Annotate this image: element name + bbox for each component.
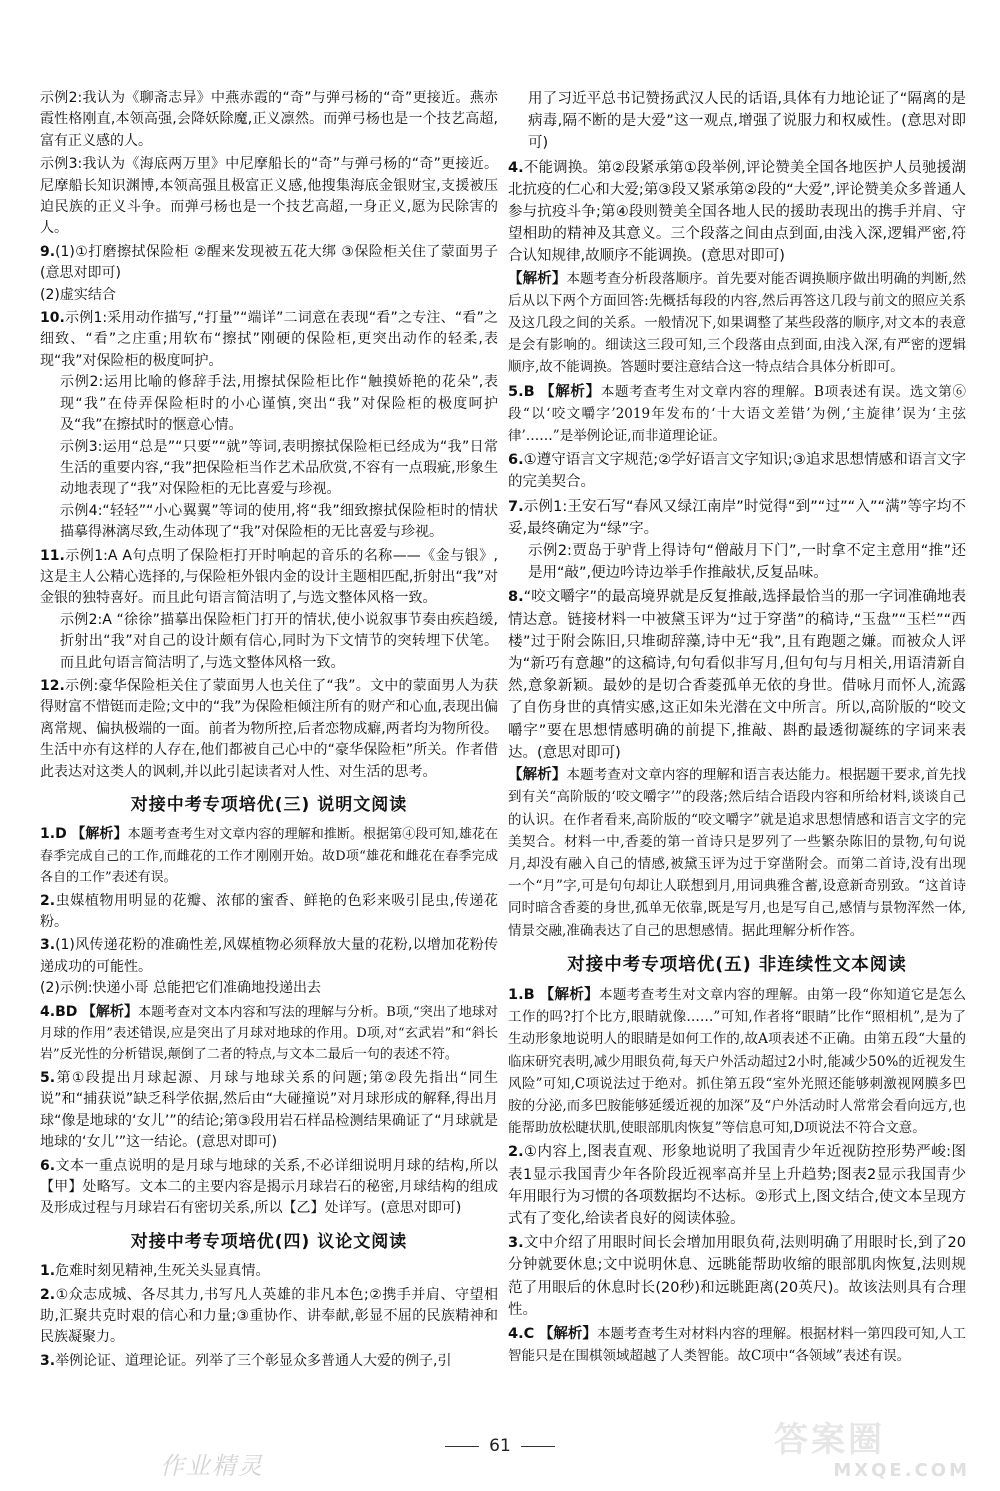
- right-column: [508, 88, 966, 1369]
- question-number: 12.: [40, 677, 65, 694]
- logo-title: 答案圈: [774, 1420, 885, 1460]
- answer-12: 12.示例:豪华保险柜关住了蒙面男人也关住了“我”。文中的蒙面男人为获得财富不惜铤而走险;文中的“我”为保险柜倾注所有的财产和心血,表现出偏离常规、偏执极端的一面。前者为物所控,后者恋物成癖,两者均为物所役。生活中亦有这样的人存在,他们都被自己心中的“豪华保险柜”所关。作者借此表达对这类人的讽刺,并以此引起读者对人性、对生活的思考。: [40, 677, 498, 780]
- question-number: 11.: [40, 547, 65, 564]
- answer-line: 示例4:“轻轻”“小心翼翼”等词的使用,将“我”细致擦拭保险柜时的情状描摹得淋漓尽致,生动体现了“我”对保险柜的无比喜爱与珍视。: [60, 502, 498, 541]
- answer-s3-5: 5.第①段提出月球起源、月球与地球关系的问题;第②段先指出“同生说”和“捕获说”缺乏科学依据,然后由“大碰撞说”对月球形成的解释,得出月球“像是地球的‘女儿’”的结论;第③段用岩石样品检测结果确证了“月球就是地球的‘女儿’”这一结论。(意思对即可): [40, 1069, 498, 1151]
- answer-line: 示例2:A “徐徐”描摹出保险柜门打开的情状,使小说叙事节奏由疾趋缓,折射出“我”对自己的设计颇有信心,同时为下文情节的突转埋下伏笔。而且此句语言简洁明了,与选文整体风格一致。: [60, 611, 498, 671]
- answer-11: 11.示例1:A A句点明了保险柜打开时响起的音乐的名称——《金与银》,这是主人公精心选择的,与保险柜外银内金的设计主题相匹配,折射出“我”对金银的独特喜好。而且此句语言简洁明了,与选文整体风格一致。 示例2:A “徐徐”描摹出保险柜门打开的情状,使小说叙事节奏由疾趋缓,折射出“我”对自己的设计颇有信心,同时为下文情节的突转埋下伏笔。而且此句语言简洁明了,与选文整体风格一致。: [40, 546, 498, 674]
- answer-s4-1: 1.危难时刻见精神,生死关头显真情。: [40, 1263, 270, 1280]
- answer-s5-3: 3.文中介绍了用眼时间长会增加用眼负荷,法则明确了用眼时长,到了20分钟就要休息;文中说明休息、远眺能帮助收缩的眼部肌肉恢复,法则规范了用眼后的休息时长(20秒)和远眺距离(20英尺)。故该法则具有合理性。: [508, 1235, 966, 1318]
- answer-s4-4: 4.不能调换。第②段紧承第①段举例,评论赞美全国各地医护人员驰援湖北抗疫的仁心和大爱;第③段又紧承第②段的“大爱”,评论赞美众多普通人参与抗疫斗争;第④段则赞美全国各地人民的援助表现出的携手并肩、守望相助的精神及其意义。三个段落之间由点到面,由浅入深,逻辑严密,符合认知规律,故顺序不能调换。(意思对即可) 【解析】本题考查分析段落顺序。首先要对能否调换顺序做出明确的判断,然后从以下两个方面回答:先概括每段的内容,然后再答这几段与前文的照应关系及这几段之间的关系。一般情况下,如果调整了某些段落的顺序,对文本的表意是会有影响的。细读这三段可知,三个段落由点到面,由浅入深,有严密的逻辑顺序,故不能调换。答题时要注意结合这一特点结合具体分析即可。: [508, 159, 966, 376]
- answer-s4-2: 2.①众志成城、各尽其力,书写凡人英雄的非凡本色;②携手并肩、守望相助,汇聚共克时艰的信心和力量;③重协作、讲奉献,彰显不屈的民族精神和民族凝聚力。: [40, 1286, 498, 1346]
- answer-s3-2: 2.虫媒植物用明显的花瓣、浓郁的蜜香、鲜艳的色彩来吸引昆虫,传递花粉。: [40, 892, 498, 931]
- answer-10: 10.示例1:采用动作描写,“打量”“端详”二词意在表现“看”之专注、“看”之细致、“看”之庄重;用软布“擦拭”刚硬的保险柜,更突出动作的轻柔,表现“我”对保险柜的极度呵护。 示例2:运用比喻的修辞手法,用擦拭保险柜比作“触摸娇艳的花朵”,表现“我”在侍弄保险柜时的小心谨慎,突出“我”对保险柜的极度呵护及“我”在擦拭时的惬意心情。 示例3:运用“总是”“只要”“就”等词,表明擦拭保险柜已经成为“我”日常生活的重要内容,“我”把保险柜当作艺术品欣赏,不容有一点瑕疵,形象生动地表现了“我”对保险柜的无比喜爱与珍视。 示例4:“轻轻”“小心翼翼”等词的使用,将“我”细致擦拭保险柜时的情状描摹得淋漓尽致,生动体现了“我”对保险柜的无比喜爱与珍视。: [40, 308, 498, 543]
- section-heading: 对接中考专项培优(四) 议论文阅读: [130, 1231, 408, 1252]
- page-number: 61: [489, 1436, 511, 1456]
- answer-s4-7: 7.示例1:王安石写“春风又绿江南岸”时觉得“到”“过”“入”“满”等字均不妥,最终确定为“绿”字。 示例2:贾岛于驴背上得诗句“僧敲月下门”,一时拿不定主意用“推”还是用“敲”,便边吟诗边举手作推敲状,反复品味。: [508, 498, 966, 582]
- continued-answer: 用了习近平总书记赞扬武汉人民的话语,具体有力地论证了“隔离的是病毒,隔不断的是大爱”这一观点,增强了说服力和权威性。(意思对即可): [528, 91, 966, 152]
- footer-dash: [521, 1446, 555, 1447]
- answer-s4-3: 3.举例论证、道理论证。列举了三个彰显众多普通人大爱的例子,引: [40, 1352, 452, 1369]
- answer-9: 9.(1)①打磨擦拭保险柜 ②醒来发现被五花大绑 ③保险柜关住了蒙面男子(意思对即可) (2)虚实结合: [40, 242, 498, 306]
- answer-s3-1: 1.D 【解析】本题考查考生对文章内容的理解和推断。根据第④段可知,雄花在春季完成自己的工作,而雌花的工作才刚刚开始。故D项“雄花和雌花在春季完成各自的工作”表述有误。: [40, 826, 499, 886]
- example-paragraph: 示例2:我认为《聊斋志异》中燕赤霞的“奇”与弹弓杨的“奇”更接近。燕赤霞性格刚直,本领高强,会降妖除魔,正义凛然。而弹弓杨也是一个技艺高超,富有正义感的人。: [40, 90, 498, 149]
- watermark-text: 作业精灵: [160, 1452, 264, 1480]
- question-number: 10.: [40, 310, 65, 327]
- answer-line: 示例2:运用比喻的修辞手法,用擦拭保险柜比作“触摸娇艳的花朵”,表现“我”在侍弄保险柜时的小心谨慎,突出“我”对保险柜的极度呵护及“我”在擦拭时的惬意心情。: [60, 374, 498, 434]
- answer-s4-5: 5.B 【解析】本题考查考生对文章内容的理解。B项表述有误。选文第⑥段“以‘咬文嚼字’2019年发布的‘十大语文差错’为例,‘主旋律’误为‘主弦律’……”是举例论证,而非道理论证。: [508, 383, 967, 445]
- answer-s3-6: 6.文本一重点说明的是月球与地球的关系,不必详细说明月球的结构,所以【甲】处略写。文本二的主要内容是揭示月球岩石的秘密,月球结构的组成及形成过程与月球岩石有密切关系,所以【乙】处详写。(意思对即可): [40, 1157, 498, 1217]
- section-heading: 对接中考专项培优(三) 说明文阅读: [130, 795, 408, 815]
- answer-s3-3: 3.(1)风传递花粉的准确性差,风媒植物必须释放大量的花粉,以增加花粉传递成功的可能性。 (2)示例:快递小哥 总能把它们准确地投递出去: [40, 937, 498, 997]
- left-column: [40, 88, 498, 1374]
- answer-s5-2: 2.①内容上,图表直观、形象地说明了我国青少年近视防控形势严峻:图表1显示我国青少年各阶段近视率高并呈上升趋势;图表2显示我国青少年用眼行为习惯的各项数据均不达标。②形式上,图文结合,使文本呈现方式有了变化,给读者良好的阅读体验。: [508, 1144, 966, 1227]
- answer-s4-8: 8.“咬文嚼字”的最高境界就是反复推敲,选择最恰当的那一字词准确地表情达意。链接材料一中被黛玉评为“过于穿凿”的稿诗,“玉盘”“玉栏”“西楼”过于附会陈旧,只堆砌辞藻,诗中无“我”,且有跑题之嫌。而被众人评为“新巧有意趣”的这稿诗,句句看似非写月,但句句与月相关,用语清新自然,意象新颖。最妙的是切合香菱孤单无依的身世。借咏月而怀人,流露了自伤身世的真情实感,这正如朱光潜在文中所言。所以,高阶版的“咬文嚼字”要在思想情感明确的前提下,推敲、斟酌最透彻凝练的字词来表达。(意思对即可) 【解析】本题考查对文章内容的理解和语言表达能力。根据题干要求,首先找到有关“高阶版的‘咬文嚼字’”的段落;然后结合语段内容和所给材料,谈谈自己的认识。在作者看来,高阶版的“咬文嚼字”就是追求思想情感和语言文字的完美契合。材料一中,香菱的第一首诗只是罗列了一些繁杂陈旧的景物,句句说月,却没有融入自己的情感,被黛玉评为过于穿凿附会。而第二首诗,没有出现一个“月”字,可是句句却让人联想到月,用词典雅含蓄,设意新奇别致。“这首诗同时暗含香菱的身世,孤单无依靠,既是写月,也是写自己,感情与景物浑然一体,情景交融,准确表达了自己的思想感情。据此理解分析作答。: [508, 589, 966, 939]
- answer-line: 示例3:运用“总是”“只要”“就”等词,表明擦拭保险柜已经成为“我”日常生活的重要内容,“我”把保险柜当作艺术品欣赏,不容有一点瑕疵,形象生动地表现了“我”对保险柜的无比喜爱与珍视。: [60, 438, 498, 498]
- answer-s5-1: 1.B 【解析】本题考查考生对文章内容的理解。由第一段“你知道它是怎么工作的吗?打个比方,眼睛就像……”可知,作者将“眼睛”比作“照相机”,是为了生动形象地说明人的眼睛是如何工作的,故A项表述不正确。由第五段“大量的临床研究表明,减少用眼负荷,每天户外活动超过2小时,能减少50%的近视发生风险”可知,C项说法过于绝对。抓住第五段“室外光照还能够刺激视网膜多巴胺的分泌,而多巴胺能够延缓近视的加深”及“户外活动时人常常会看向远方,也能帮助放松睫状肌,使眼部肌肉恢复”等信息可知,D项说法不符合文意。: [508, 986, 967, 1137]
- answer-s4-6: 6.①遵守语言文字规范;②学好语言文字知识;③追求思想情感和语言文字的完美契合。: [508, 452, 966, 491]
- answer-s5-4: 4.C 【解析】本题考查考生对材料内容的理解。根据材料一第四段可知,人工智能只是在围棋领域超越了人类智能。故C项中“各领域”表述有误。: [508, 1325, 967, 1365]
- example-paragraph: 示例3:我认为《海底两万里》中尼摩船长的“奇”与弹弓杨的“奇”更接近。尼摩船长知识渊博,本领高强且极富正义感,他搜集海底金银财宝,支援被压迫民族的正义斗争。而弹弓杨也是一个技艺高超,一身正义,愿为民除害的人。: [40, 156, 498, 237]
- watermark-logo: [774, 1420, 970, 1482]
- footer-dash: [445, 1446, 479, 1447]
- section-heading: 对接中考专项培优(五) 非连续性文本阅读: [567, 954, 907, 975]
- answer-s3-4: 4.BD 【解析】本题考查对文本内容和写法的理解与分析。B项,“突出了地球对月球的作用”表述错误,应是突出了月球对地球的作用。D项,对“玄武岩”和“斜长岩”反光性的分析错误,颠倒了二者的特点,与文本二最后一句的表述不符。: [40, 1003, 498, 1063]
- answer-line: (2)虚实结合: [40, 286, 116, 303]
- logo-domain: MXQE.COM: [833, 1460, 970, 1481]
- question-number: 9.: [40, 243, 56, 260]
